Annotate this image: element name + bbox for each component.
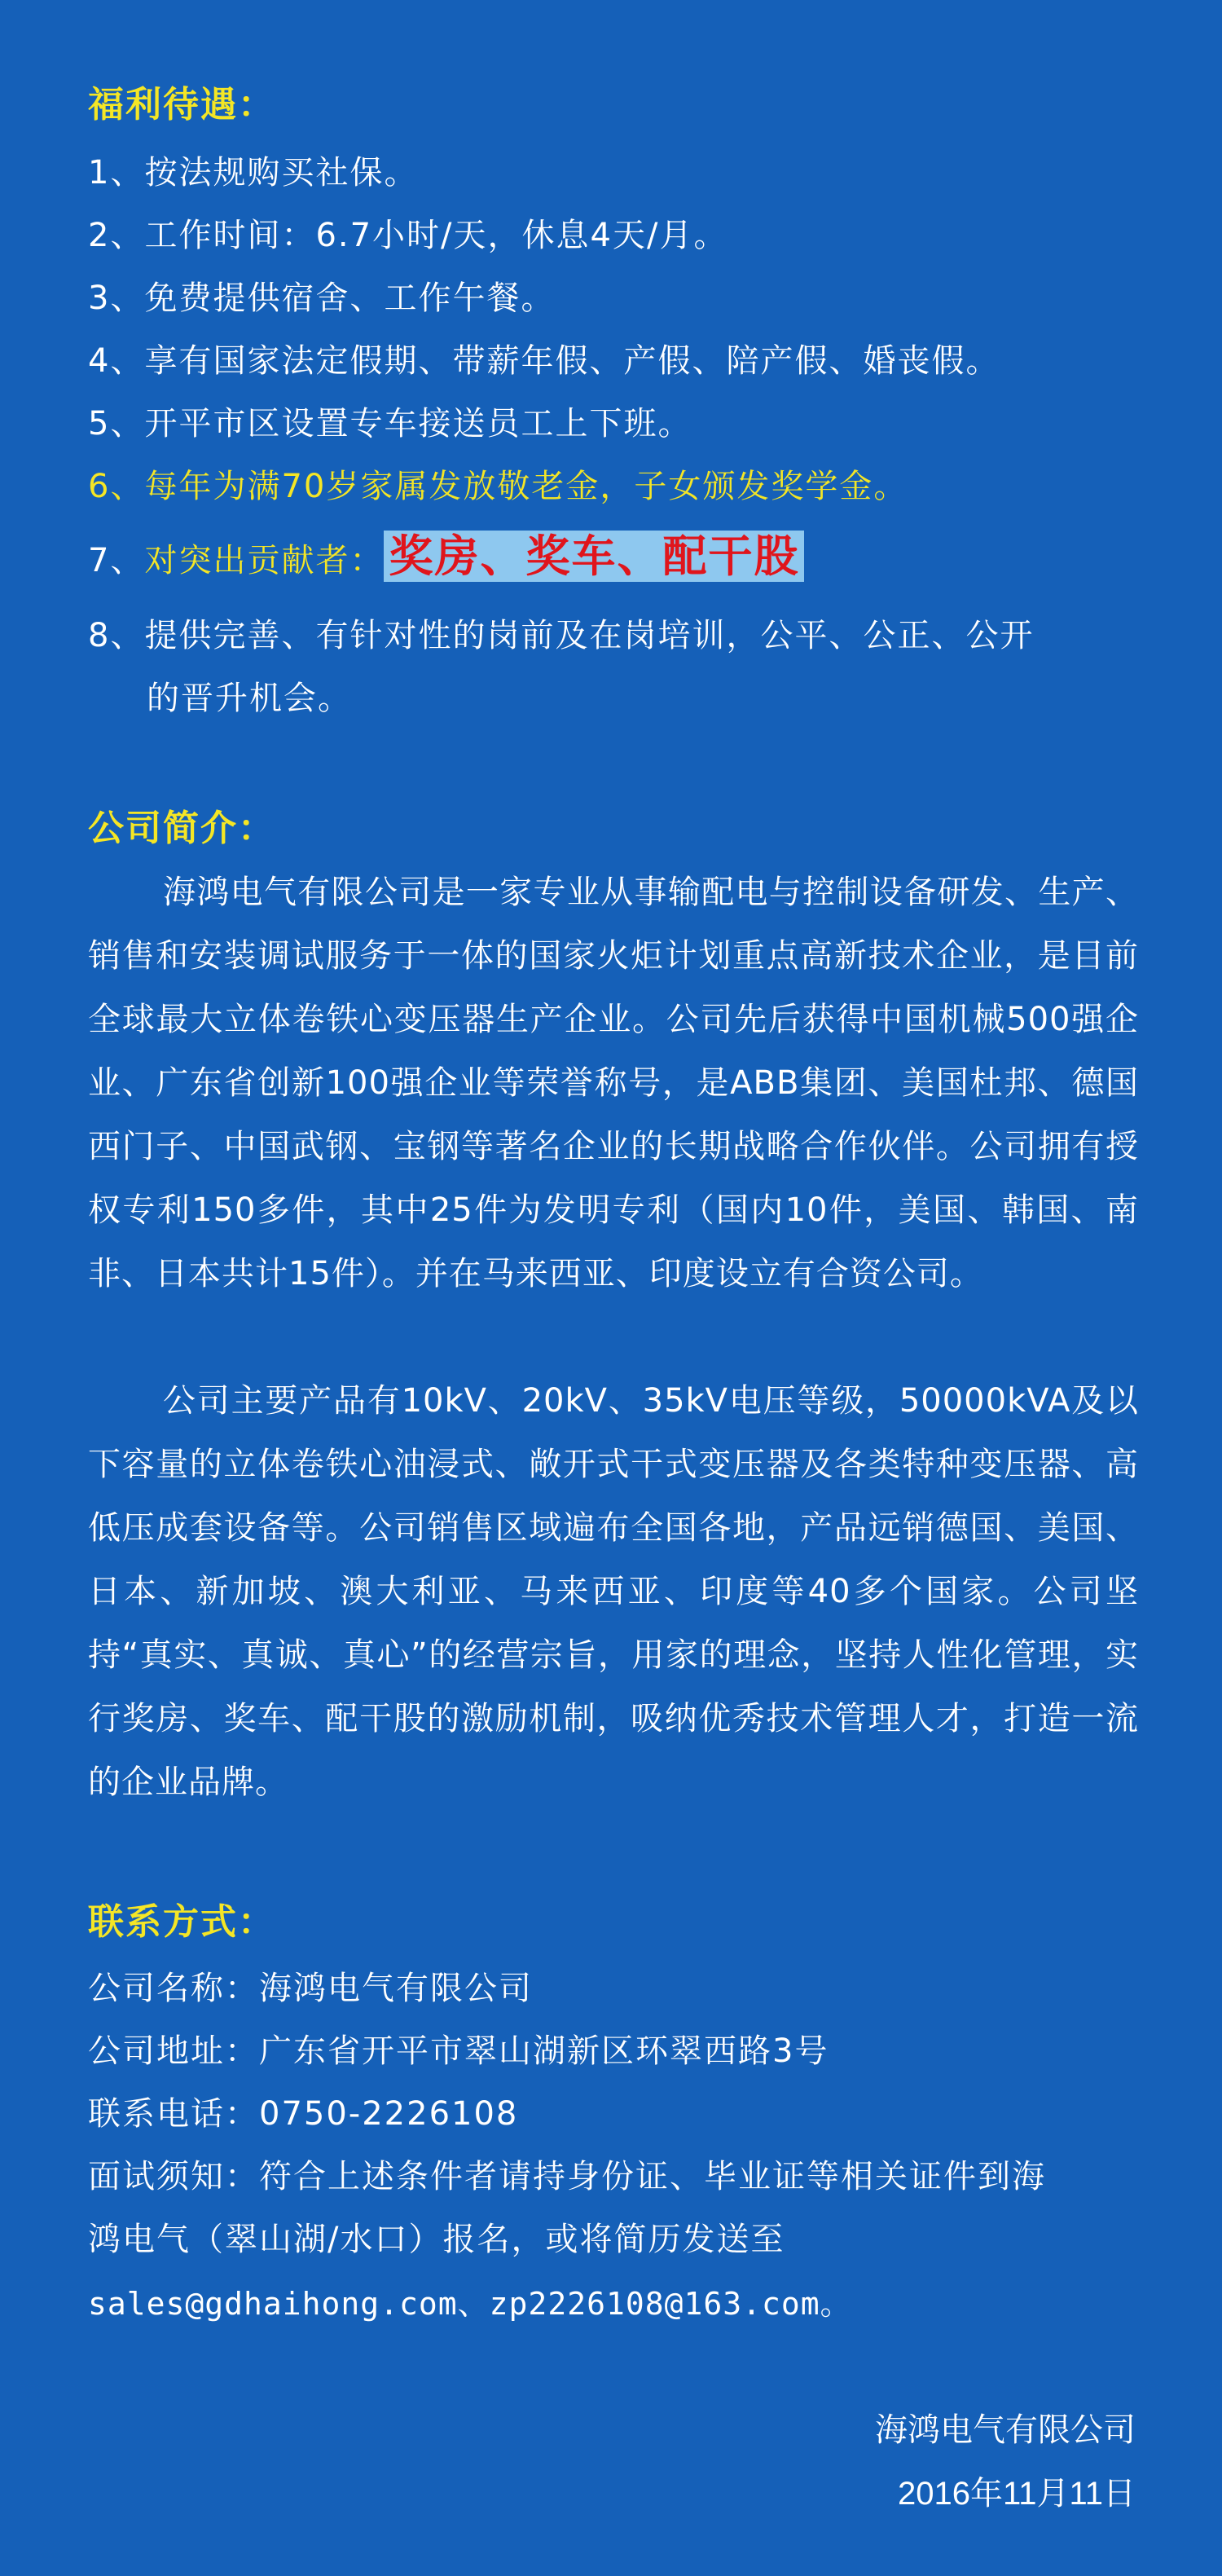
benefit-item-3: 3、免费提供宿舍、工作午餐。 (88, 280, 556, 317)
benefit-item-2: 2、工作时间：6.7小时/天，休息4天/月。 (88, 217, 728, 254)
benefit-item-8-line2: 的晋升机会。 (147, 680, 352, 717)
signature-date: 2016年11月11日 (897, 2476, 1136, 2512)
benefit-item-7-label: 对突出贡献者： (144, 542, 385, 579)
contact-address: 公司地址：广东省开平市翠山湖新区环翠西路3号 (88, 2032, 829, 2070)
contact-notice-line1: 面试须知：符合上述条件者请持身份证、毕业证等相关证件到海 (88, 2158, 1046, 2195)
intro-paragraph-1-text: 海鸿电气有限公司是一家专业从事输配电与控制设备研发、生产、销售和安装调试服务于一体的国家火炬计划重点高新技术企业，是目前全球最大立体卷铁心变压器生产企业。公司先后获得中国机械500强企业、广东省创新100强企业等荣誉称号，是ABB集团、美国杜邦、德国西门子、中国武钢、宝钢等著名企业的长期战略合作伙伴。公司拥有授权专利150多件，其中25件为发明专利（国内10件，美国、韩国、南非、日本共计15件）。并在马来西亚、印度设立有合资公司。 (88, 874, 1139, 1292)
benefit-item-1: 1、按法规购买社保。 (88, 154, 419, 192)
benefit-item-7-highlight: 奖房、奖车、配干股 (384, 531, 804, 582)
intro-heading: 公司简介： (88, 808, 275, 849)
signature-company: 海鸿电气有限公司 (875, 2412, 1136, 2448)
benefit-item-7 (88, 522, 804, 584)
contact-heading: 联系方式： (88, 1901, 275, 1943)
benefit-item-7-prefix: 7、 (88, 542, 145, 579)
contact-company-name: 公司名称：海鸿电气有限公司 (88, 1970, 533, 2007)
contact-phone: 联系电话：0750-2226108 (88, 2095, 519, 2133)
intro-paragraph-1 (88, 861, 1139, 1306)
benefits-heading: 福利待遇： (88, 84, 275, 125)
benefit-item-5: 5、开平市区设置专车接送员工上下班。 (88, 405, 692, 443)
benefit-item-6: 6、每年为满70岁家属发放敬老金，子女颁发奖学金。 (88, 468, 908, 505)
benefit-item-4: 4、享有国家法定假期、带薪年假、产假、陪产假、婚丧假。 (88, 342, 1000, 380)
intro-paragraph-2-text: 公司主要产品有10kV、20kV、35kV电压等级，50000kVA及以下容量的立体卷铁心油浸式、敞开式干式变压器及各类特种变压器、高低压成套设备等。公司销售区域遍布全国各地，产品远销德国、美国、日本、新加坡、澳大利亚、马来西亚、印度等40多个国家。公司坚持“真实、真诚、真心”的经营宗旨，用家的理念，坚持人性化管理，实行奖房、奖车、配干股的激励机制，吸纳优秀技术管理人才，打造一流的企业品牌。 (88, 1382, 1139, 1801)
contact-notice-line2: 鸿电气（翠山湖/水口）报名，或将简历发送至 (88, 2221, 785, 2258)
benefit-item-8-line1: 8、提供完善、有针对性的岗前及在岗培训，公平、公正、公开 (88, 617, 1035, 654)
intro-paragraph-2 (88, 1369, 1139, 1814)
contact-emails[interactable]: sales@gdhaihong.com、zp2226108@163.com。 (88, 2286, 852, 2322)
